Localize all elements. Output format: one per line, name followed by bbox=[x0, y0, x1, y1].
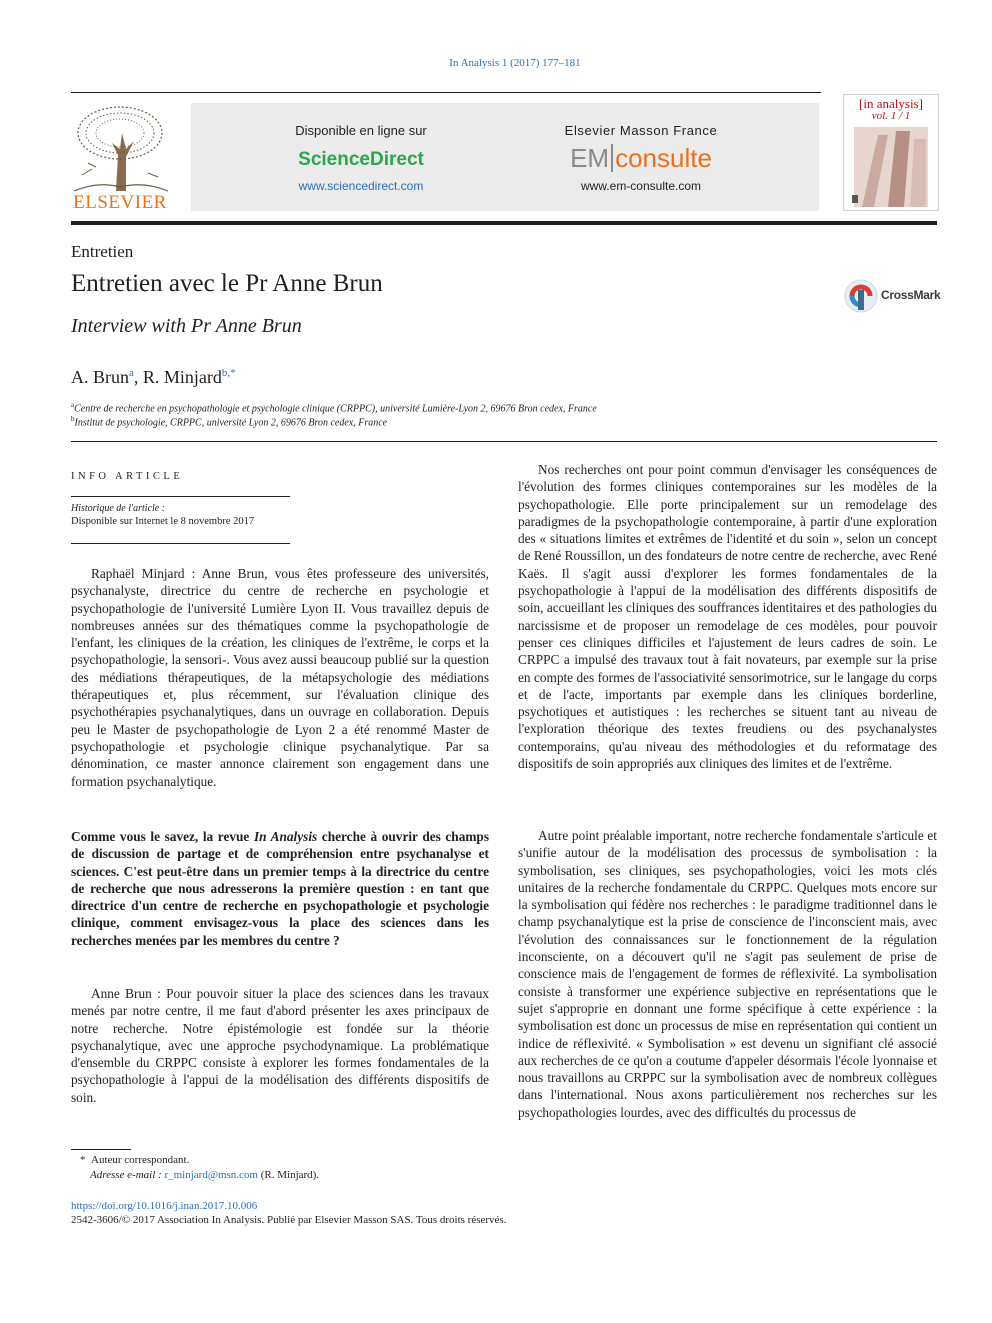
copyright-line: 2542-3606/© 2017 Association In Analysis. Publié par Elsevier Masson SAS. Tous droits réservés. bbox=[71, 1214, 507, 1226]
crossmark-icon bbox=[843, 278, 879, 314]
emconsulte-divider bbox=[611, 144, 613, 172]
affiliation-text: Centre de recherche en psychopathologie et psychologie clinique (CRPPC), université Lumière-Lyon 2, 69676 Bron cedex, France bbox=[74, 403, 597, 415]
footnote-mark: * bbox=[80, 1154, 86, 1166]
emconsulte-consulte: consulte bbox=[615, 143, 712, 173]
sciencedirect-link[interactable]: www.sciencedirect.com bbox=[298, 179, 424, 193]
cover-volume: vol. 1 / 1 bbox=[871, 110, 911, 122]
journal-name: In Analysis bbox=[253, 829, 318, 844]
cover-artwork bbox=[844, 95, 938, 210]
header-rule-top bbox=[71, 92, 821, 93]
sciencedirect-logo[interactable]: ScienceDirect bbox=[298, 149, 424, 170]
body-paragraph: Anne Brun : Pour pouvoir situer la place des sciences dans les travaux menés par notre centre, il me faut d'abord présenter les axes principaux de notre recherche. Notre épistémologie est fondée sur la théorie psychanalytique, avec une approche psychodynamique. La problématique d'ensemble du CRPPC consiste à explorer les formes fondamentales de la psychopathologie à l'appui de la modélisation des différents dispositifs de soin. bbox=[71, 986, 489, 1105]
journal-banner bbox=[191, 103, 819, 211]
article-type: Entretien bbox=[71, 242, 134, 261]
author-affiliation-mark[interactable]: a bbox=[129, 367, 134, 379]
emconsulte-em: EM bbox=[570, 143, 610, 173]
interview-question bbox=[71, 828, 489, 949]
article-title: Entretien avec le Pr Anne Brun bbox=[71, 270, 383, 297]
email-owner: (R. Minjard). bbox=[260, 1169, 320, 1181]
elsevier-wordmark: ELSEVIER bbox=[73, 192, 167, 213]
title-rule-bottom bbox=[71, 441, 937, 442]
history-value: Disponible sur Internet le 8 novembre 2017 bbox=[71, 516, 255, 527]
article-info-heading: INFO ARTICLE bbox=[71, 471, 184, 482]
author-name[interactable]: A. Brun bbox=[71, 367, 129, 387]
info-rule-top bbox=[71, 496, 290, 497]
footnote-corresponding bbox=[80, 1154, 189, 1166]
affiliation-b bbox=[71, 415, 387, 428]
body-paragraph: Nos recherches ont pour point commun d'envisager les conséquences de l'évolution des formes cliniques contemporaines sur les modèles de la psychopathologie. Elle porte principalement sur un remodelage des paradigmes de la psychopathologie contemporaine, à partir d'une exploration des « situations limites et extrêmes de l'identité et du soin », selon un concept de René Roussillon, un des fondateurs de notre centre de recherche, avec René Kaës. Il s'agit aussi d'explorer les formes fondamentales de la psychopathologie à l'appui de la modélisation des différents dispositifs de soin, accueillant les cliniques des souffrances identitaires et des pathologies du narcissisme et de proposer un remodelage de ces modèles, pour pouvoir penser ces cliniques difficiles et l'ajustement de leurs cadres de soin. Le CRPPC a impulsé des travaux tout à fait novateurs, par exemple sur la prise en compte des formes de l'associativité sensorimotrice, sur le langage du corps et de l'acte, importants par exemple dans les cliniques borderline, psychotiques et autistiques : les recherches se situent tant au niveau de l'exploration théorique des textes freudiens ou des psychanalystes contemporains, qu'au niveau des méthodologies et du reformatage des dispositifs de soin appropriés aux cliniques des limites et de l'extrême. bbox=[518, 462, 937, 772]
question-text-start: Comme vous le savez, la revue bbox=[71, 829, 254, 844]
cover-title: [in analysis] bbox=[859, 96, 923, 111]
email-label: Adresse e-mail : bbox=[90, 1169, 162, 1181]
info-rule-bottom bbox=[71, 543, 290, 544]
crossmark-label: CrossMark bbox=[881, 288, 941, 302]
question-text-end: cherche à ouvrir des champs de discussion de partage et de compréhension entre psychanalyse et sciences. C'est peut-être dans un premier temps à la directrice du centre de recherche que nous adresserons la première question : en tant que directrice d'un centre de recherche en psychopathologie et psychologie clinique, comment envisagez-vous la place des sciences dans les recherches menées par les membres du centre ? bbox=[71, 829, 489, 948]
elsevier-masson-label: Elsevier Masson France bbox=[564, 123, 718, 138]
emconsulte-logo[interactable] bbox=[541, 143, 741, 174]
crossmark-badge[interactable] bbox=[843, 278, 943, 314]
affiliation-mark: b bbox=[71, 415, 75, 423]
body-paragraph: Raphaël Minjard : Anne Brun, vous êtes professeure des universités, psychanalyste, directrice du centre de recherche en psychologie et psychopathologie de l'université Lumière Lyon II. Vous travaillez depuis de nombreuses années sur des thématiques comme la psychopathologie de l'enfant, les cliniques de la création, les cliniques de l'extrême, le corps et la psychopathologie, la sensori-. Vous avez aussi beaucoup publié sur la question des médiations thérapeutiques, de la métapsychologie des médiations thérapeutiques et, plus récemment, sur l'évaluation clinique des psychothérapies psychanalytiques, dans un ouvrage en collaboration. Depuis peu le Master de psychopathologie de Lyon 2 a été renommé Master de psychopathologie et psychologie clinique psychanalytique. Par sa dénomination, ce master annonce clairement son engagement dans une formation psychanalytique. bbox=[71, 566, 489, 789]
emconsulte-link[interactable]: www.em-consulte.com bbox=[580, 179, 702, 193]
footnote-rule bbox=[71, 1149, 131, 1150]
available-online-label: Disponible en ligne sur bbox=[295, 123, 427, 138]
email-link[interactable]: r_minjard@msn.com bbox=[164, 1169, 258, 1181]
history-label: Historique de l'article : bbox=[71, 503, 166, 514]
affiliation-a bbox=[71, 401, 597, 414]
body-paragraph: Autre point préalable important, notre recherche fondamentale s'articule et s'unifie autour de la modélisation des processus de symbolisation : la symbolisation, ses cliniques, ses psychopathologies, voici les mots clés unitaires de la recherche fondamentale du CRPPC. Quelques mots encore sur la symbolisation qui fédère nos recherches : le paradigme traditionnel dans le champ psychanalytique est la prise de conscience de l'inconscient mais, avec l'évolution des connaissances sur le fonctionnement de la régulation inconsciente, on a découvert qu'il ne s'agit pas seulement de prise de conscience mais de l'engagement de formes de réflexivité. La symbolisation consiste à transformer une expérience subjective en représentations que le sujet s'approprie en donnant une forme spécifique à cette expérience : la symbolisation est donc un processus de mise en représentation qui contient un indice de réflexivité. « Symbolisation » est devenu un signifiant clé associé aux recherches de ce qu'on a coutume d'appeler désormais l'école lyonnaise et nous travaillons au CRPPC sur la symbolisation avec de nombreux collègues dans l'international. Nous axons particulièrement nos recherches sur les psychopathologies lourdes, avec des difficultés du processus de bbox=[518, 828, 937, 1120]
author-name[interactable]: R. Minjard bbox=[142, 367, 222, 387]
affiliation-mark: a bbox=[71, 401, 75, 409]
footnote-text: Auteur correspondant. bbox=[91, 1154, 190, 1166]
header-rule-thick bbox=[71, 221, 937, 225]
author-list: A. Brun$^a$, R. Minjard$^{b,*}$ bbox=[71, 367, 236, 387]
journal-citation[interactable]: In Analysis 1 (2017) 177–181 bbox=[449, 57, 581, 69]
author-affiliation-mark[interactable]: b,* bbox=[221, 367, 236, 379]
affiliation-text: Institut de psychologie, CRPPC, université Lyon 2, 69676 Bron cedex, France bbox=[74, 417, 388, 429]
journal-cover[interactable] bbox=[843, 94, 939, 211]
doi-link[interactable]: https://doi.org/10.1016/j.inan.2017.10.006 bbox=[71, 1200, 258, 1212]
footnote-email bbox=[90, 1169, 319, 1181]
article-subtitle: Interview with Pr Anne Brun bbox=[71, 315, 302, 337]
